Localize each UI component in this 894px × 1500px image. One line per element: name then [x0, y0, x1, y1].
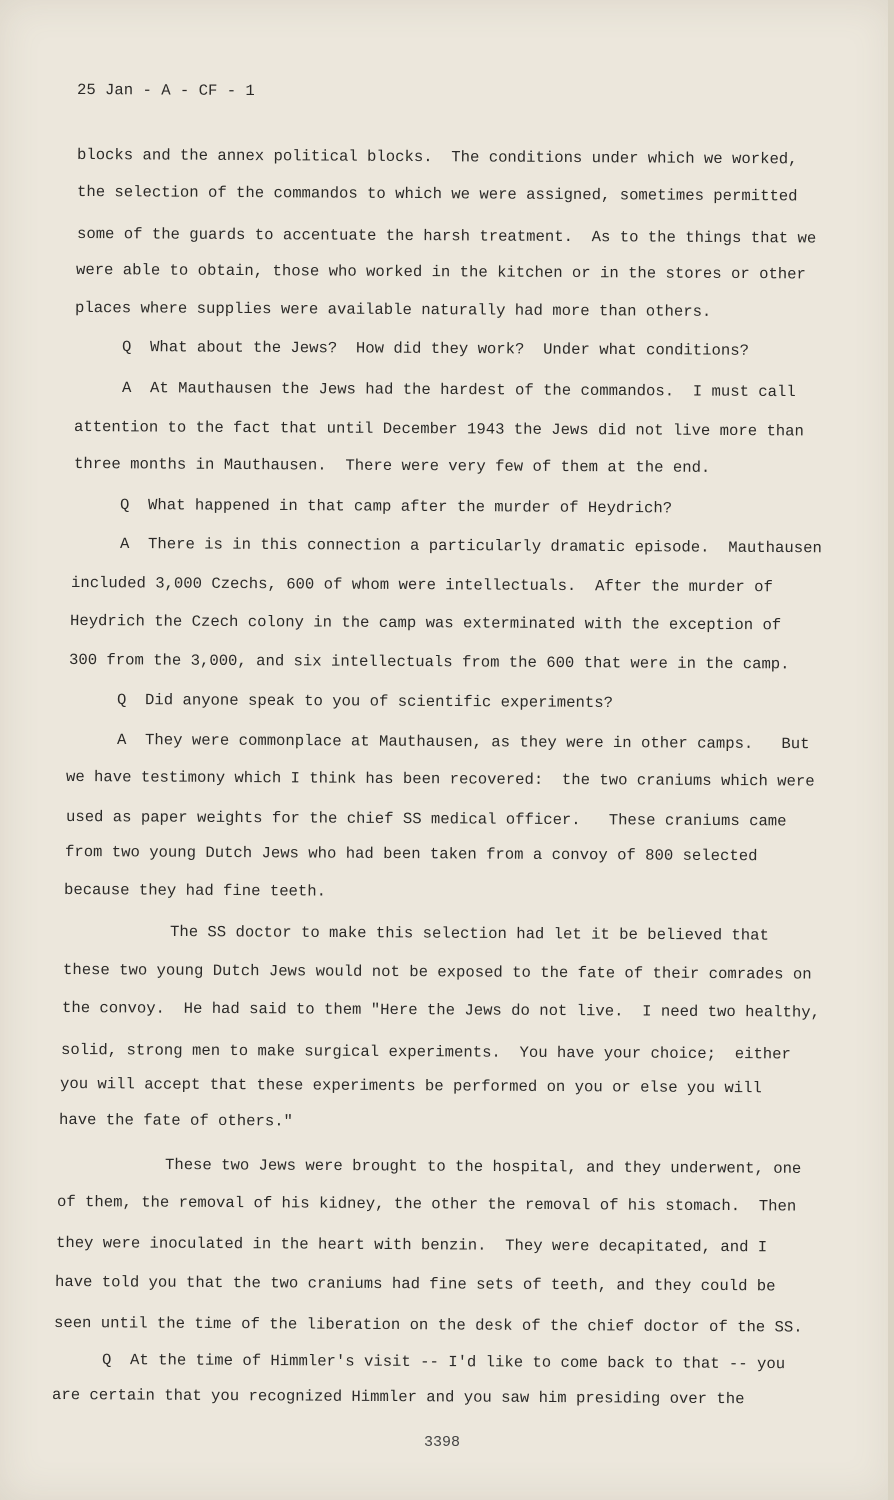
text-line: included 3,000 Czechs, 600 of whom were intellectuals. After the murder of	[70, 574, 773, 597]
text-line: they were inoculated in the heart with benzin. They were decapitated, and I	[55, 1234, 768, 1257]
text-line: A At Mauthausen the Jews had the hardest of the commandos. I must call	[121, 379, 796, 402]
page-edge	[888, 0, 894, 1500]
text-line: used as paper weights for the chief SS medical officer. These craniums came	[65, 808, 787, 831]
text-line: Q At the time of Himmler's visit -- I'd like to come back to that -- you	[101, 1351, 786, 1374]
text-line: solid, strong men to make surgical experiments. You have your choice; either	[60, 1041, 791, 1064]
text-line: 300 from the 3,000, and six intellectuals from the 600 that were in the camp.	[68, 651, 790, 674]
text-line: you will accept that these experiments be performed on you or else you will	[59, 1075, 762, 1098]
text-line: blocks and the annex political blocks. The conditions under which we worked,	[76, 146, 798, 169]
text-line: have the fate of others."	[58, 1111, 294, 1131]
text-line: of them, the removal of his kidney, the other the removal of his stomach. Then	[56, 1193, 797, 1216]
text-line: attention to the fact that until December 1943 the Jews did not live more than	[73, 418, 804, 441]
text-line: we have testimony which I think has been recovered: the two craniums which were	[65, 768, 815, 791]
text-line: Heydrich the Czech colony in the camp was exterminated with the exception of	[69, 612, 782, 635]
text-line: These two Jews were brought to the hospital, and they underwent, one	[164, 1156, 802, 1178]
text-line: places where supplies were available naturally had more than others.	[74, 299, 712, 321]
text-line: The SS doctor to make this selection had let it be believed that	[169, 923, 769, 945]
text-line: Q What happened in that camp after the murder of Heydrich?	[119, 496, 673, 518]
text-line: A They were commonplace at Mauthausen, as they were in other camps. But	[116, 731, 810, 754]
text-line: because they had fine teeth.	[63, 881, 327, 901]
text-line: seen until the time of the liberation on the desk of the chief doctor of the SS.	[53, 1314, 803, 1337]
text-line: some of the guards to accentuate the harsh treatment. As to the things that we	[76, 225, 817, 248]
text-line: these two young Dutch Jews would not be exposed to the fate of their comrades on	[62, 961, 812, 984]
page-header: 25 Jan - A - CF - 1	[76, 81, 255, 101]
text-line: have told you that the two craniums had fine sets of teeth, and they could be	[54, 1273, 776, 1296]
text-line: are certain that you recognized Himmler and you saw him presiding over the	[51, 1386, 745, 1409]
text-line: three months in Mauthausen. There were very few of them at the end.	[73, 455, 711, 477]
text-line: Q Did anyone speak to you of scientific experiments?	[116, 691, 614, 713]
text-line: the selection of the commandos to which we were assigned, sometimes permitted	[76, 183, 798, 206]
text-line: the convoy. He had said to them "Here the Jews do not live. I need two healthy,	[61, 999, 821, 1022]
text-line: from two young Dutch Jews who had been taken from a convoy of 800 selected	[64, 843, 758, 866]
text-line: Q What about the Jews? How did they work? Under what conditions?	[121, 338, 750, 360]
text-line: A There is in this connection a particularly dramatic episode. Mauthausen	[119, 535, 822, 558]
page-number: 3398	[424, 1434, 461, 1451]
text-line: were able to obtain, those who worked in the kitchen or in the stores or other	[75, 261, 806, 284]
